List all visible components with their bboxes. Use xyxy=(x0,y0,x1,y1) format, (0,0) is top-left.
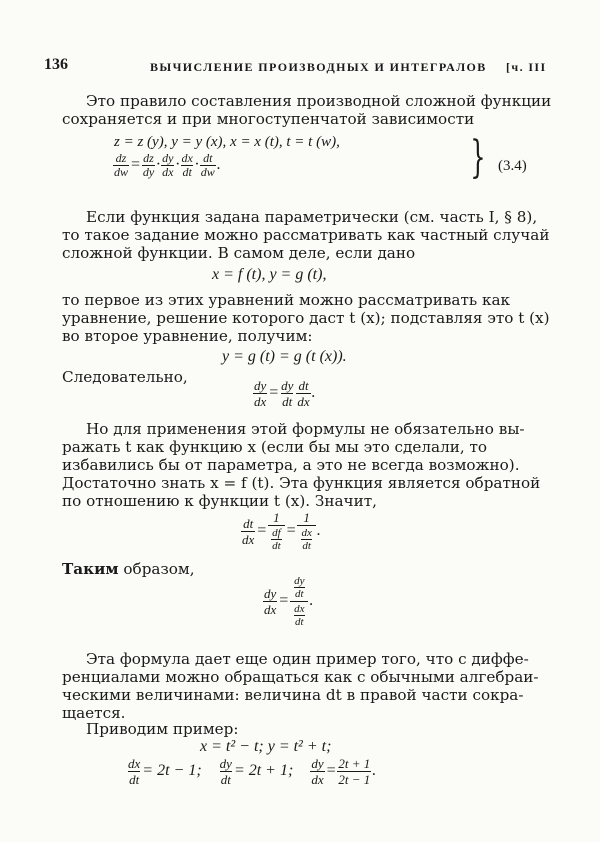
eq-parametric: x = f (t), y = g (t), xyxy=(212,266,327,283)
consequently-text: Следовательно, xyxy=(62,368,188,386)
p4-line2: ражать t как функцию x (если бы мы это сделали, то xyxy=(62,438,488,456)
page-number: 136 xyxy=(44,56,68,73)
p5-line3: ческими величинами: величина dt в правой части сокра- xyxy=(62,686,524,704)
eq-example: x = t² − t; y = t² + t; xyxy=(200,738,332,755)
frac-dx-dt: $\frac{dx}{dt}$ xyxy=(301,527,312,552)
thus-text: Таким образом, xyxy=(62,560,195,578)
frac-1-over-df-dt: $\frac{1}{\frac{df}{dt}}$ xyxy=(268,510,285,553)
frac-dt-dx: $\frac{dt}{dx}$ xyxy=(242,516,255,547)
p4-line4: Достаточно знать x = f (t). Эта функция является обратной xyxy=(62,474,541,492)
p5-line2: ренциалами можно обращаться как с обычными алгебраи- xyxy=(62,668,539,686)
frac-df-dt: $\frac{df}{dt}$ xyxy=(272,527,281,552)
frac-dy-dt: $\frac{dy}{dt}$ xyxy=(281,378,294,409)
p4-line1: Но для применения этой формулы не обязательно вы- xyxy=(86,420,525,438)
frac-result: $\frac{2t + 1}{2t - 1}$ xyxy=(338,756,371,787)
frac-dy-dx: $\frac{dy}{dx}$ xyxy=(162,151,174,179)
chapter-label: [ч. III xyxy=(506,60,547,74)
right-brace: } xyxy=(470,132,486,183)
frac-dt-dx: $\frac{dt}{dx}$ xyxy=(297,378,310,409)
p4-line5: по отношению к функции t (x). Значит, xyxy=(62,492,377,510)
frac-dx-dt: $\frac{dx}{dt}$ xyxy=(128,756,141,787)
frac-dz-dw: $\frac{dz}{dw}$ xyxy=(114,151,129,179)
p5-line1: Эта формула дает еще один пример того, что с диффе- xyxy=(86,650,529,668)
p2-line1: Если функция задана параметрически (см. часть I, § 8), xyxy=(86,208,538,226)
eq34-row1: z = z (y), y = y (x), x = x (t), t = t (w), xyxy=(114,134,340,150)
frac-dt-dw: $\frac{dt}{dw}$ xyxy=(200,151,215,179)
frac-dz-dy: $\frac{dz}{dy}$ xyxy=(142,151,155,179)
eq34-row2: $\frac{dz}{dw}$ = $\frac{dz}{dy}$ · $\frac{dy}{dx}$ · $\frac{dx}{dt}$ · $\frac{dt}{dw}$ . xyxy=(114,151,221,179)
eq-inverse: $\frac{dt}{dx}$ = $\frac{1}{\frac{df}{dt}}$ = $\frac{1}{\frac{dx}{dt}}$ . xyxy=(242,510,321,552)
p3-line2: уравнение, решение которого даст t (x); подставляя это t (x) xyxy=(62,309,550,327)
frac-dy-dx: $\frac{dy}{dx}$ xyxy=(311,756,324,787)
frac-dydt-over-dxdt xyxy=(290,574,308,629)
p1-line1: Это правило составления производной сложной функции xyxy=(86,92,552,110)
eq-composition: y = g (t) = g (t (x)). xyxy=(222,348,347,365)
p3-line1: то первое из этих уравнений можно рассматривать как xyxy=(62,291,511,309)
example-intro: Приводим пример: xyxy=(86,720,239,738)
p2-line3: сложной функции. В самом деле, если дано xyxy=(62,244,416,262)
frac-1-over-dx-dt: $\frac{1}{\frac{dx}{dt}}$ xyxy=(297,510,315,553)
eq-example-derivatives: $\frac{dx}{dt}$ = 2t − 1; $\frac{dy}{dt}$ = 2t + 1; $\frac{dy}{dx}$ = $\frac{2t + 1}{2t - 1}$ . xyxy=(128,756,377,787)
p5-line4: щается. xyxy=(62,704,126,722)
frac-dy-dx: $\frac{dy}{dx}$ xyxy=(264,586,277,617)
equation-number: (3.4) xyxy=(498,158,527,174)
frac-dy-dx: $\frac{dy}{dx}$ xyxy=(254,378,267,409)
p3-line3: во второе уравнение, получим: xyxy=(62,327,313,345)
frac-dx-dt: $\frac{dx}{dt}$ xyxy=(181,151,193,179)
frac-dx-dt: $\frac{dx}{dt}$ xyxy=(294,603,305,628)
eq-chain-rule: $\frac{dy}{dx}$ = $\frac{dy}{dt}$ $\frac{dt}{dx}$ . xyxy=(254,378,316,409)
frac-dy-dt: $\frac{dy}{dt}$ xyxy=(294,575,305,600)
running-title: ВЫЧИСЛЕНИЕ ПРОИЗВОДНЫХ И ИНТЕГРАЛОВ xyxy=(150,60,487,74)
p4-line3: избавились бы от параметра, а это не всегда возможно). xyxy=(62,456,520,474)
p2-line2: то такое задание можно рассматривать как частный случай xyxy=(62,226,550,244)
p1-line2: сохраняется и при многоступенчатой зависимости xyxy=(62,110,475,128)
frac-dy-dt: $\frac{dy}{dt}$ xyxy=(219,756,232,787)
eq-param-derivative: $\frac{dy}{dx}$ = $\frac{\frac{dy}{dt}}{\frac{dx}{dt}}$ . xyxy=(264,575,314,628)
